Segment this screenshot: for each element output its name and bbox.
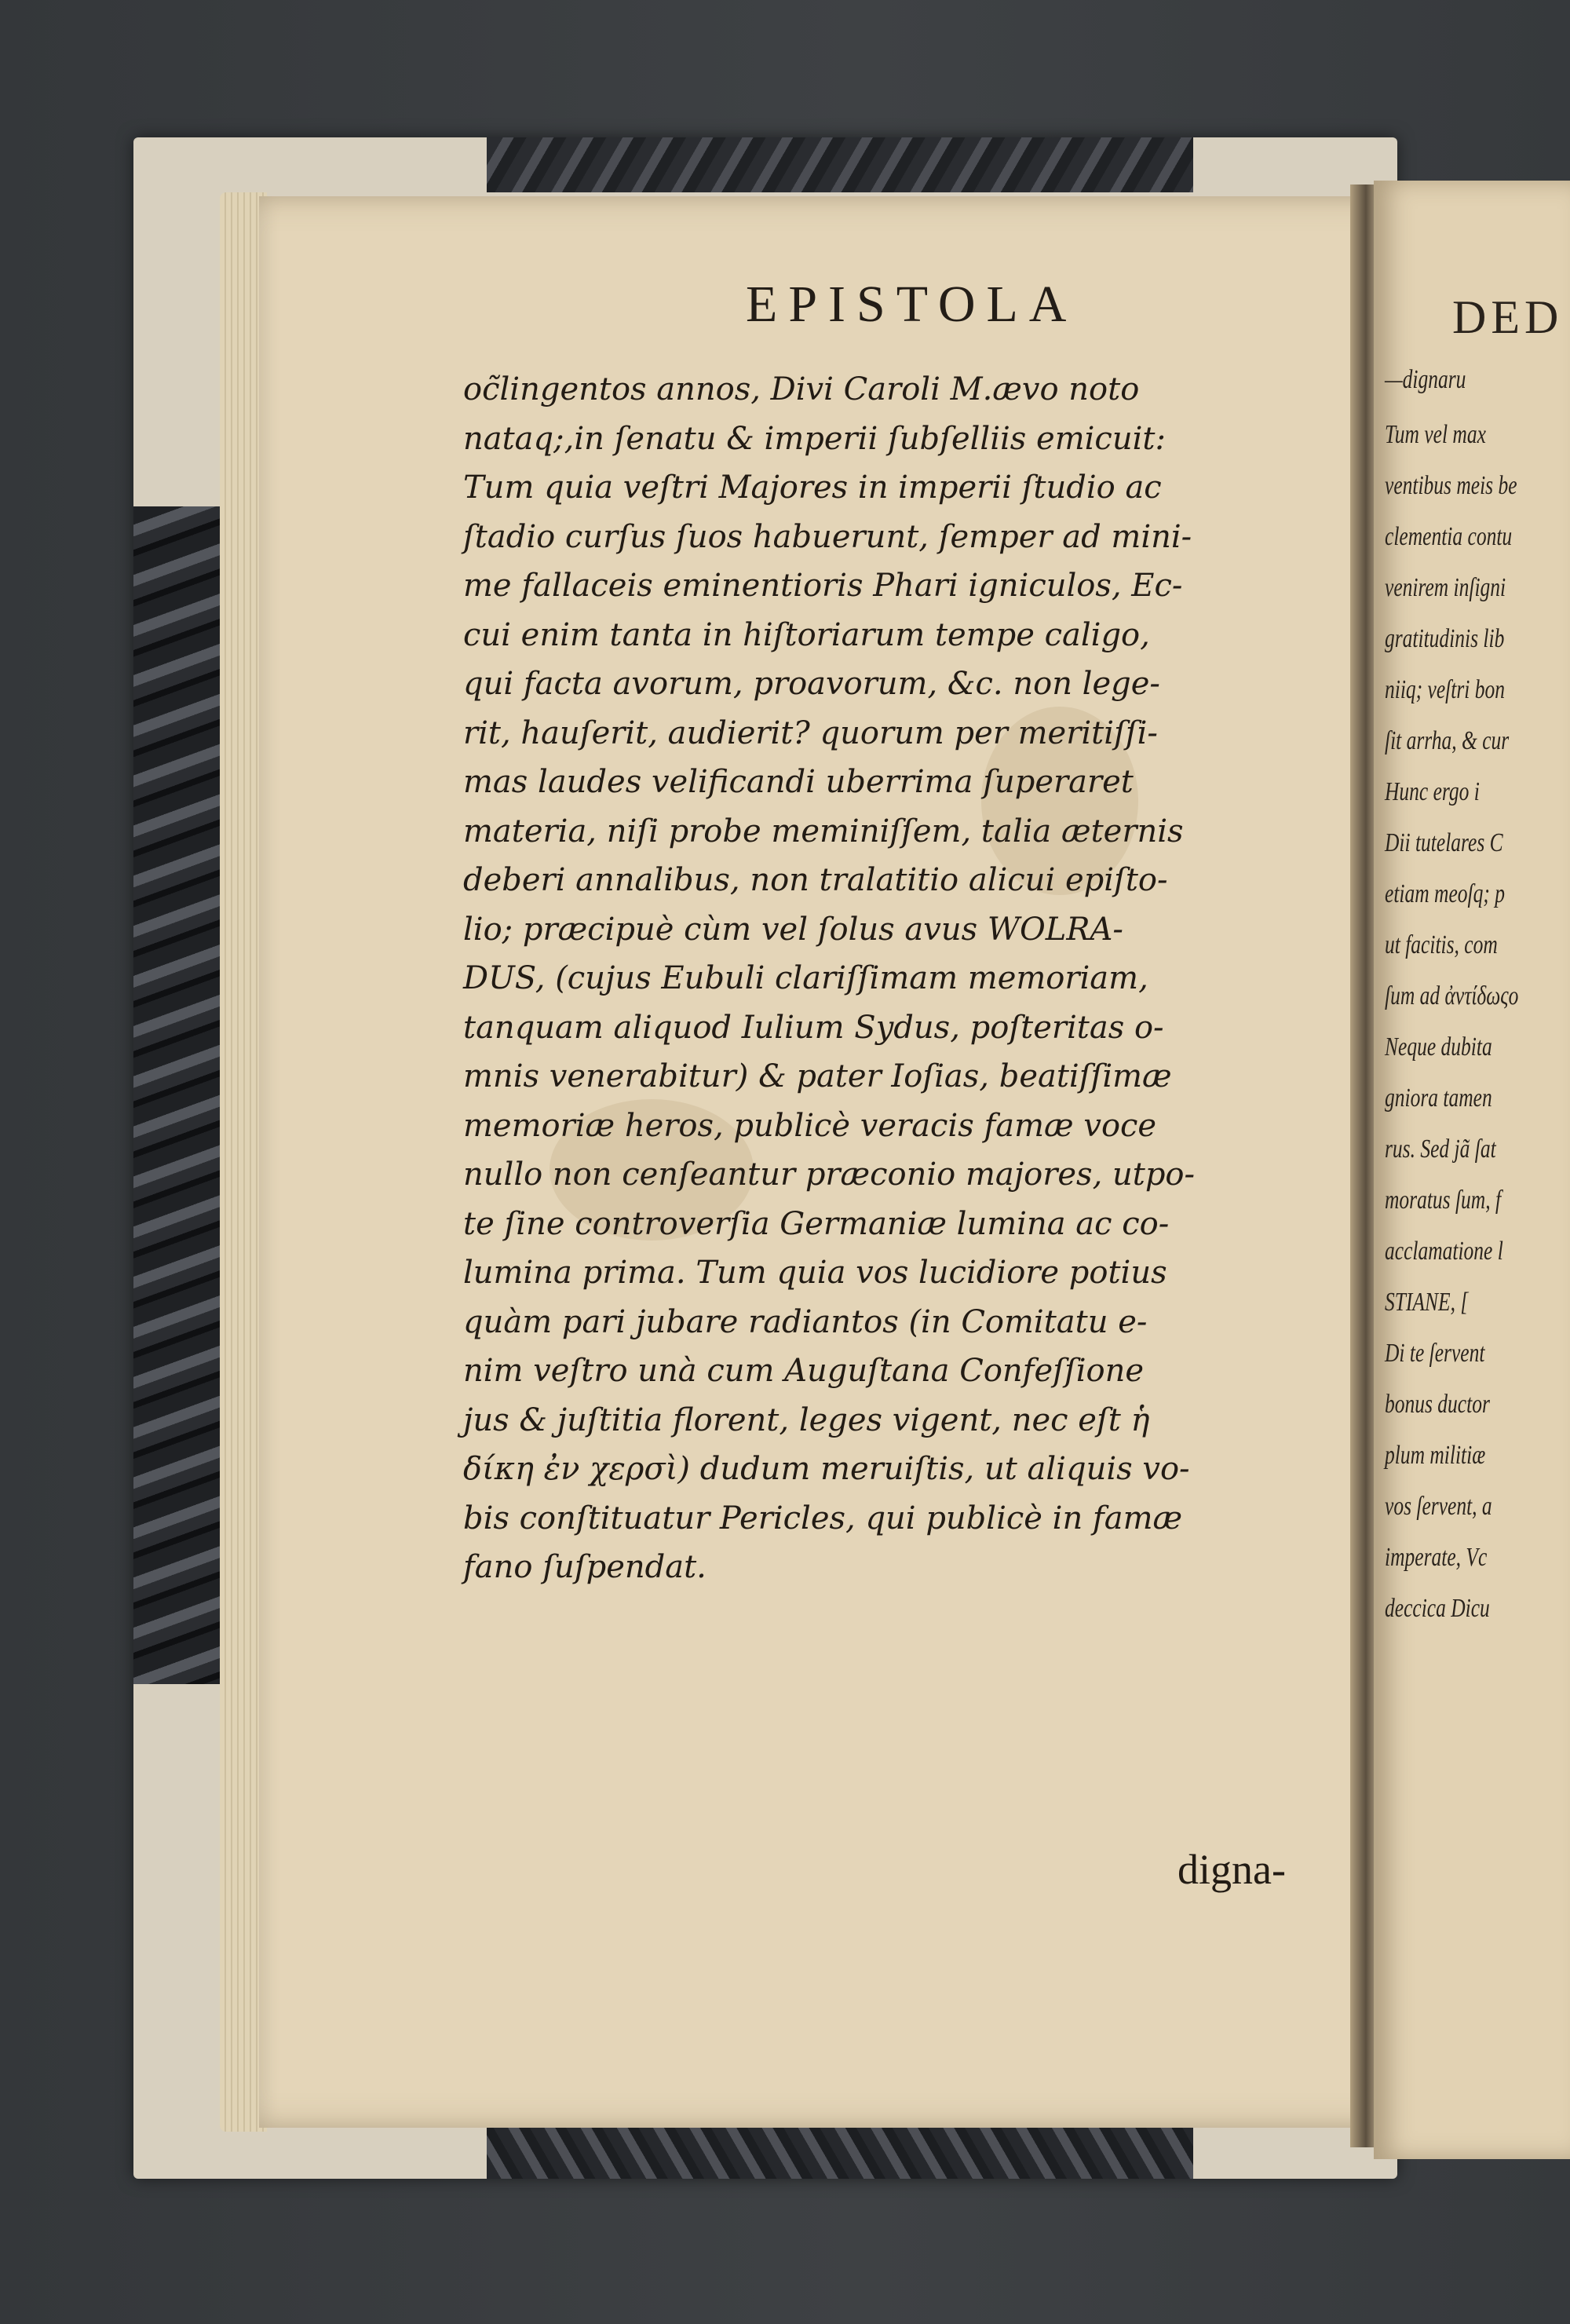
running-head: EPISTOLA	[746, 276, 1078, 333]
text-line: nullo non cenſeantur præconio majores, utpo-	[463, 1157, 1196, 1193]
text-line: te ſine controverſia Germaniæ lumina ac co-	[463, 1205, 1170, 1242]
body-text	[463, 365, 1334, 1592]
text-line: Tum quia veſtri Majores in imperii ſtudio ac	[463, 470, 1162, 506]
text-line: jus & juſtitia florent, leges vigent, nec eſt ἡ	[463, 1401, 1150, 1438]
facing-line: acclamatione l	[1385, 1237, 1503, 1266]
facing-line: plum militiæ	[1385, 1441, 1486, 1470]
text-line: mnis venerabitur) & pater Ioſias, beatiſſimæ	[463, 1058, 1172, 1094]
facing-line: ſum ad ἀντίδωςο	[1385, 981, 1519, 1010]
facing-line: gratitudinis lib	[1385, 624, 1505, 653]
facing-line: moratus ſum, f	[1385, 1186, 1502, 1215]
facing-line: gniora tamen	[1385, 1083, 1492, 1113]
facing-line: niiq; veſtri bon	[1385, 675, 1505, 704]
text-line: cui enim tanta in hiſtoriarum tempe caligo,	[463, 616, 1150, 653]
text-line: memoriæ heros, publicè veracis famæ voce	[463, 1107, 1157, 1144]
text-line: me fallaceis eminentioris Phari igniculos, Ec-	[463, 568, 1183, 604]
facing-line: ſit arrha, & cur	[1385, 726, 1510, 755]
facing-line: imperate, Vc	[1385, 1543, 1488, 1572]
facing-line: ut facitis, com	[1385, 930, 1498, 959]
facing-line: Dii tutelares C	[1385, 828, 1503, 857]
text-line: tanquam aliquod Iulium Sydus, poſteritas o-	[463, 1009, 1164, 1046]
marbled-board-top	[487, 137, 1193, 192]
text-line: qui facta avorum, proavorum, &c. non lege-	[463, 666, 1160, 702]
text-line: nim veſtro unà cum Auguſtana Confeſſione	[463, 1353, 1145, 1389]
facing-line: Hunc ergo i	[1385, 777, 1480, 806]
facing-line: clementia contu	[1385, 522, 1513, 551]
facing-line: deccica Dicu	[1385, 1594, 1490, 1623]
facing-line: bonus ductor	[1385, 1390, 1490, 1419]
facing-line: STIANE, [	[1385, 1288, 1469, 1317]
text-line: oc̃lingentos annos, Divi Caroli M.ævo noto	[463, 371, 1140, 407]
facing-line: —dignaru	[1385, 365, 1466, 394]
text-line: δίκη ἐν χερσὶ) dudum meruiſtis, ut aliquis vo-	[463, 1451, 1190, 1487]
text-line: lumina prima. Tum quia vos lucidiore potius	[463, 1255, 1167, 1291]
text-line: lio; præcipuè cùm vel ſolus avus WOLRA-	[463, 911, 1123, 948]
facing-line: Tum vel max	[1385, 420, 1486, 449]
facing-line: ventibus meis be	[1385, 471, 1517, 500]
text-line: mas laudes velificandi uberrima ſuperaret	[463, 764, 1134, 800]
text-line: rit, hauſerit, audierit? quorum per meritiſſi-	[463, 714, 1158, 751]
text-line: bis conſtituatur Pericles, qui publicè in famæ	[463, 1500, 1183, 1537]
text-line: quàm pari jubare radiantos (in Comitatu e-	[463, 1303, 1148, 1340]
facing-page	[1374, 181, 1570, 2159]
facing-line: rus. Sed jã ſat	[1385, 1135, 1496, 1164]
text-line: nataq;,in ſenatu & imperii ſubſelliis emicuit:	[463, 420, 1166, 457]
text-line: DUS, (cujus Eubuli clariſſimam memoriam,	[463, 960, 1148, 996]
facing-line: venirem inſigni	[1385, 573, 1506, 602]
marbled-board-left	[133, 506, 228, 1684]
text-line: materia, niſi probe meminiſſem, talia æternis	[463, 813, 1184, 850]
text-line: deberi annalibus, non tralatitio alicui epiſto-	[463, 862, 1168, 898]
text-line: ſtadio curſus ſuos habuerunt, ſemper ad mini-	[463, 518, 1192, 555]
catchword: digna-	[1178, 1846, 1286, 1893]
text-line: fano ſuſpendat.	[463, 1549, 706, 1585]
facing-line: vos ſervent, a	[1385, 1492, 1492, 1521]
facing-line: etiam meoſq; p	[1385, 879, 1505, 908]
facing-line: Di te ſervent	[1385, 1339, 1485, 1368]
marbled-board-bottom	[487, 2124, 1193, 2179]
facing-page-heading: DED	[1452, 291, 1564, 343]
facing-line: Neque dubita	[1385, 1032, 1492, 1062]
